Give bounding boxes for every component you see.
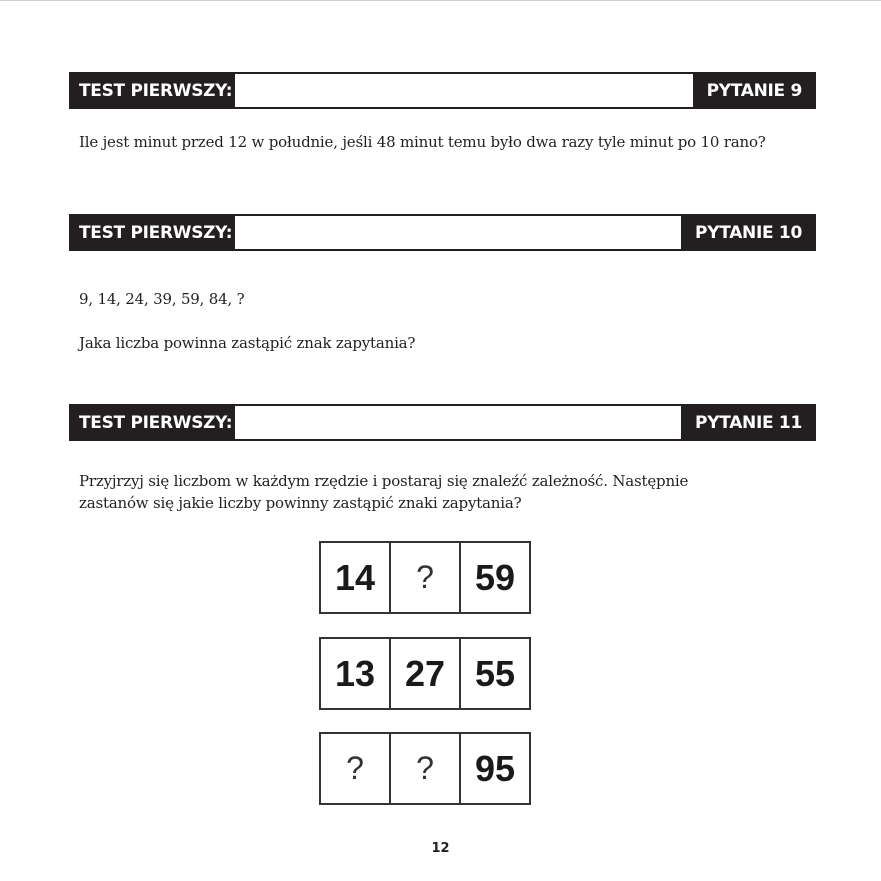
grid-cell: 59 <box>474 556 516 598</box>
question-number: PYTANIE 11 <box>681 406 814 439</box>
question-11-text-line1: Przyjrzyj się liczbom w każdym rzędzie i postaraj się znaleźć zależność. Następnie <box>79 472 689 490</box>
question-10-sequence: 9, 14, 24, 39, 59, 84, ? <box>79 290 245 308</box>
grid-cell: 13 <box>321 639 391 708</box>
test-label: TEST PIERWSZY: <box>71 406 235 439</box>
question-11-text-line2: zastanów się jakie liczby powinny zastąpić znaki zapytania? <box>79 494 522 512</box>
grid-cell: 55 <box>474 652 516 694</box>
grid-cell: 14 <box>321 543 391 612</box>
test-label: TEST PIERWSZY: <box>71 74 235 107</box>
number-grid-row-3 <box>319 732 531 805</box>
question-9-header <box>69 72 816 109</box>
number-grid-row-1 <box>319 541 531 614</box>
number-grid-row-2 <box>319 637 531 710</box>
question-10-header <box>69 214 816 251</box>
question-number: PYTANIE 10 <box>681 216 814 249</box>
question-11-header <box>69 404 816 441</box>
grid-cell: 27 <box>391 639 461 708</box>
test-label: TEST PIERWSZY: <box>71 216 235 249</box>
question-10-text: Jaka liczba powinna zastąpić znak zapytania? <box>79 334 416 352</box>
grid-cell-unknown: ? <box>391 543 461 612</box>
page-number: 12 <box>431 841 450 856</box>
grid-cell: 95 <box>474 747 516 789</box>
question-9-text: Ile jest minut przed 12 w południe, jeśli 48 minut temu było dwa razy tyle minut po 10 rano? <box>79 133 766 151</box>
question-number: PYTANIE 9 <box>693 74 814 107</box>
grid-cell-unknown: ? <box>391 734 461 803</box>
grid-cell-unknown: ? <box>321 734 391 803</box>
